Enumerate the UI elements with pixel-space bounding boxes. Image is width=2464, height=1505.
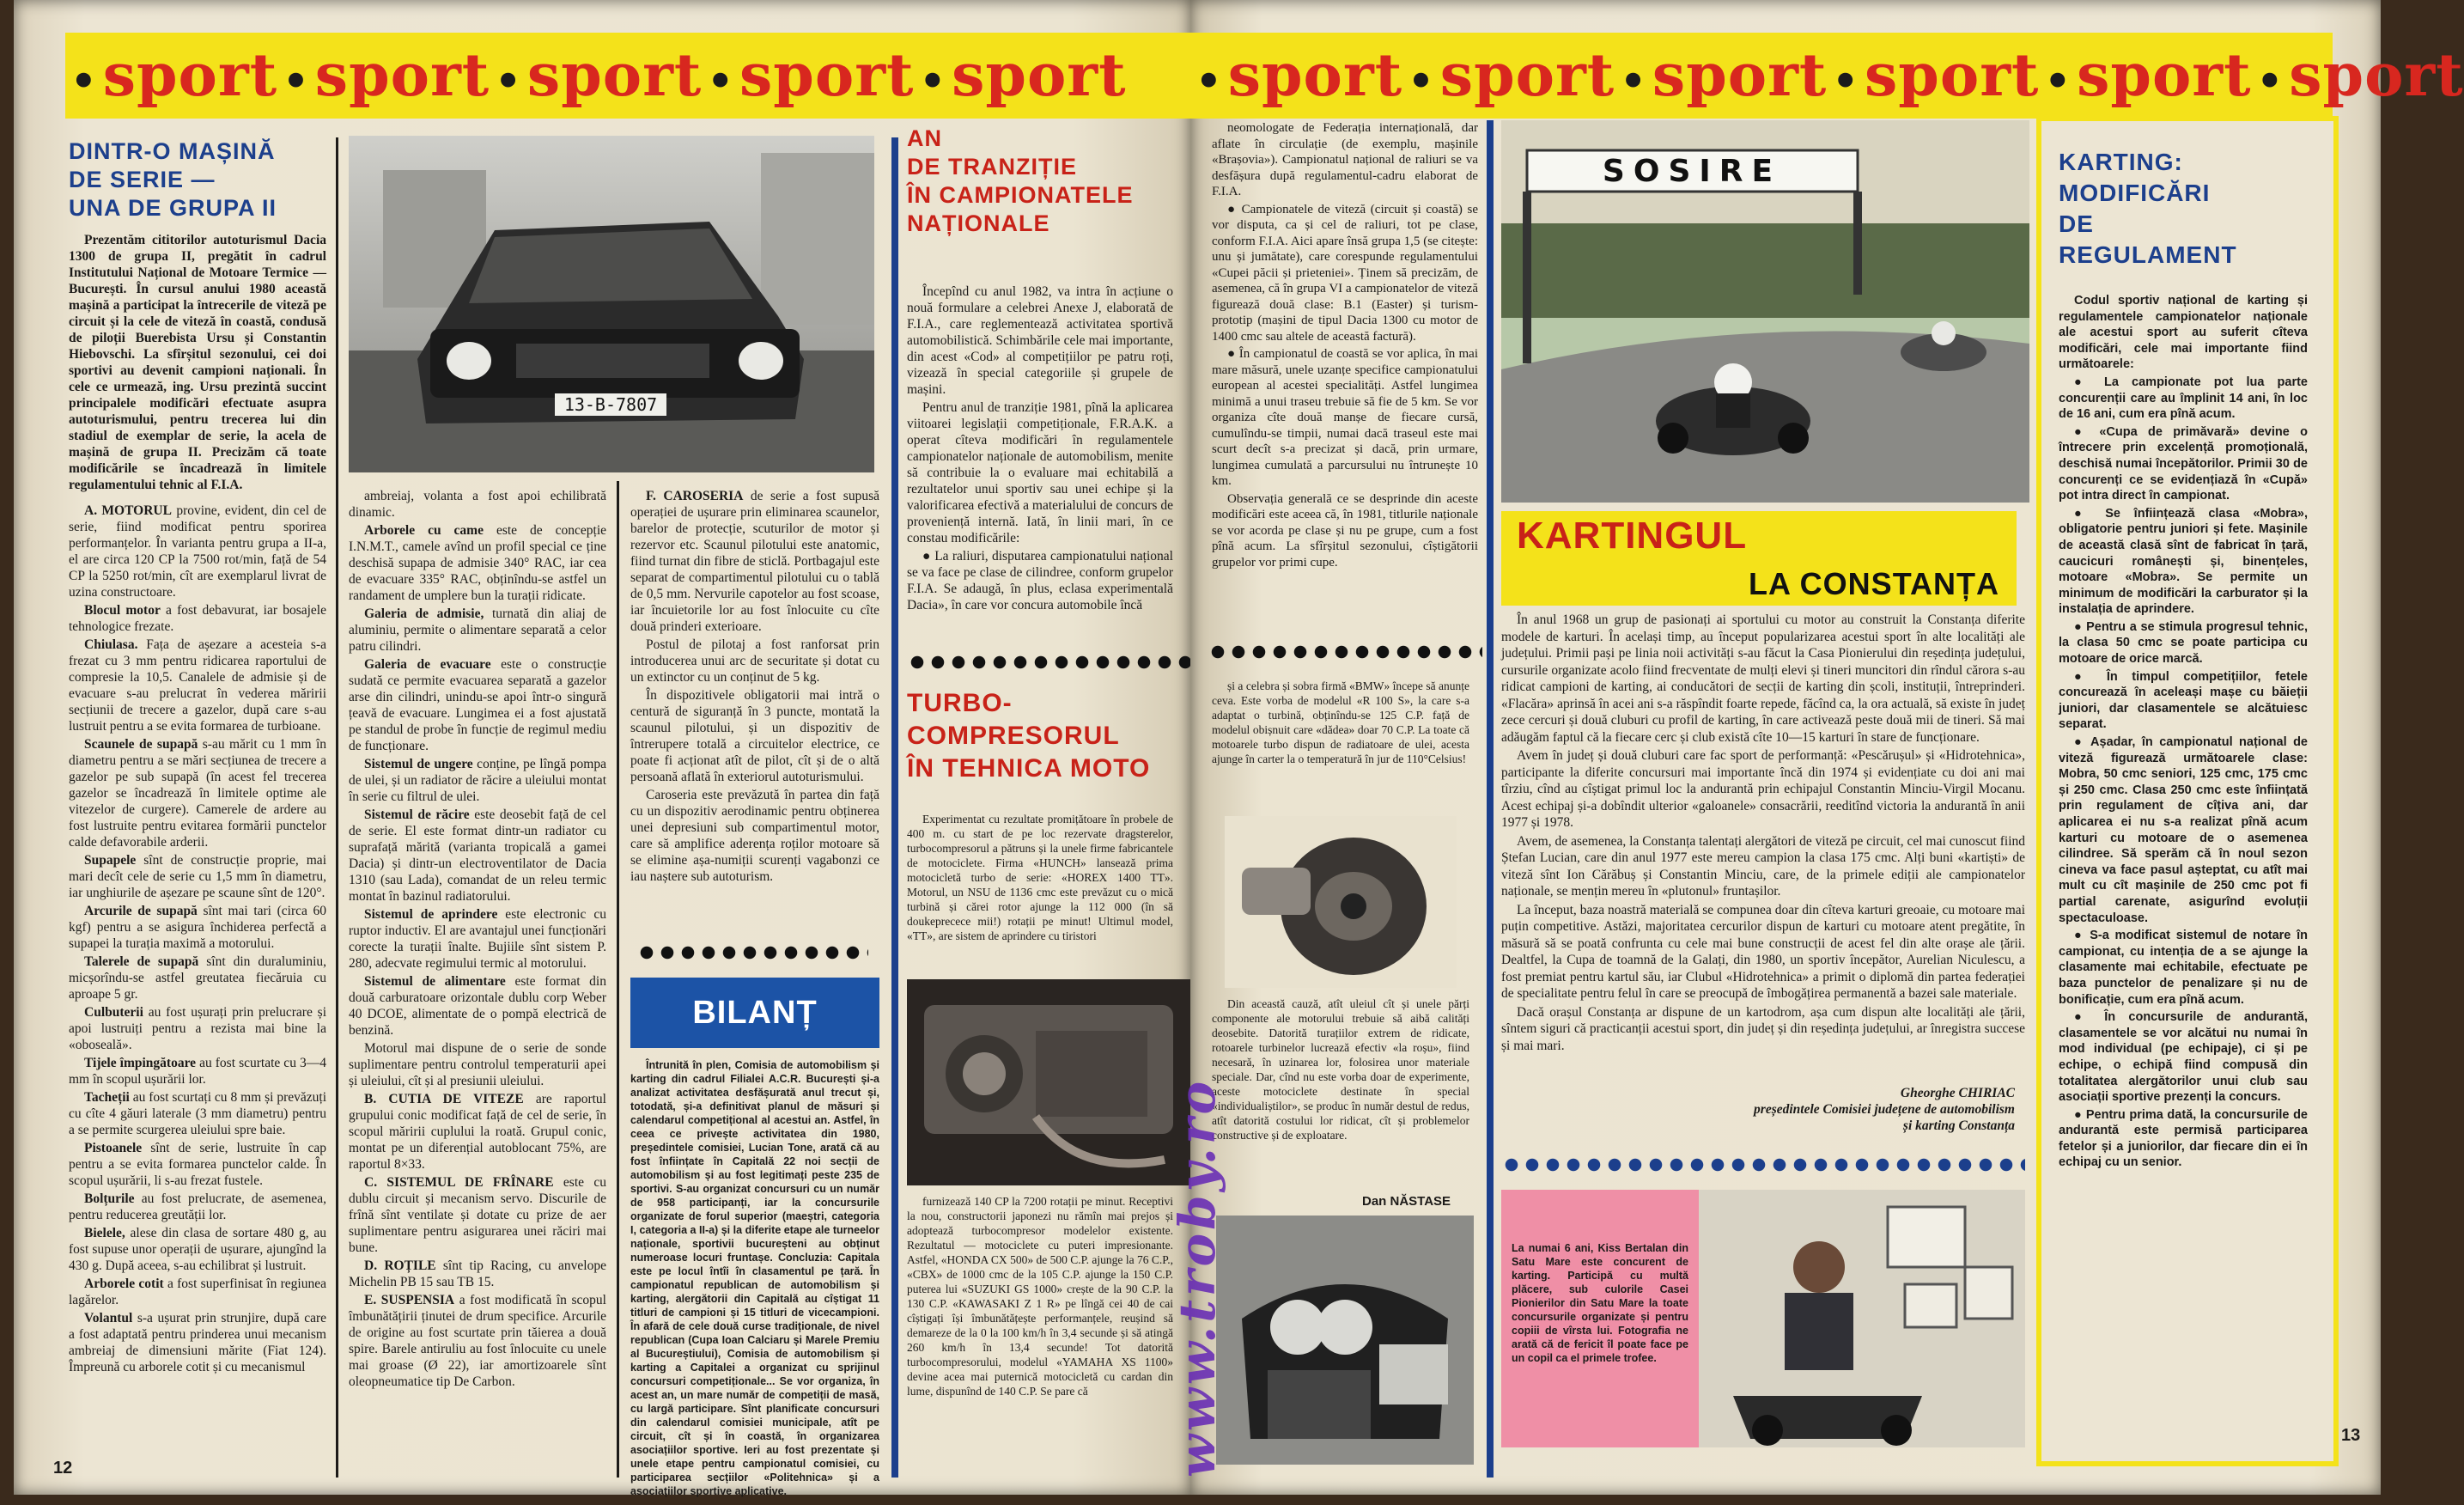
lead-in: E. SUSPENSIA: [364, 1293, 455, 1307]
kartingul-text: [1501, 612, 2025, 1093]
banner-word: sport: [102, 41, 278, 110]
banner-word: sport: [2077, 41, 2252, 110]
kartingul-title-bar-1: [1501, 511, 2017, 561]
paragraph: Motorul mai dispune de o serie de sonde suplimentare pentru controlul temperaturii apei și uleiului, cît și al presiunii uleiului.: [349, 1041, 606, 1088]
bilant-title: BILANȚ: [692, 994, 818, 1031]
banner-dot: •: [283, 58, 310, 106]
turbo-right-bottom: [1212, 996, 1469, 1190]
dot-divider: [1501, 1155, 2025, 1174]
right-page: [1190, 0, 2464, 1495]
karting-race-photo: [1501, 120, 2029, 503]
kid-trophy-photo: [1699, 1190, 2025, 1447]
paragraph: neomologate de Federația internațională, dar aflate în circulație (de exemplu, mașinile «Brașovia»). Campionatul național de raliuri se va desfășura după regulamentul-cadru elaborat de F.I.A.: [1212, 121, 1478, 198]
banner-dot: •: [2044, 58, 2072, 106]
paragraph: Supapele sînt de construcție proprie, mai mari decît cele de serie cu 1,5 mm în diametru, iar unghiurile de așezare pe scaune sînt de 120°.: [69, 853, 326, 900]
paragraph: și a celebra și sobra firmă «BMW» începe să anunțe ceva. Este vorba de modelul «R 100 S», la care s-a adaptat o turbină, obținîndu-se 125 C.P. față de modelul obișnuit care «dădea» doar 70 C.P. La toate că motoarele turbo dispun de radiatoare de ulei, acesta ajunge în carter la o temperatură în jur de 110°Celsius!: [1212, 679, 1469, 765]
banner-dot: •: [707, 58, 735, 106]
dacia-col-1: [69, 503, 326, 1465]
lead-in: Sistemul de alimentare: [364, 974, 506, 989]
paragraph: În dispozitivele obligatorii mai intră o centură de siguranță în 3 puncte, montată la scaunul pilotului, și un dispozitiv de întrerupere totală a circuitelor electrice, ce poate fi acționat atît de pilot, cît și de o altă persoană aflată în exteriorul autoturismului.: [630, 688, 879, 784]
banner-word: sport: [526, 41, 703, 110]
banner-word: sport: [739, 41, 915, 110]
paragraph: Tacheții au fost scurtați cu 8 mm și prevăzuți cu cîte 4 găuri laterale (3 mm diametru) pentru a se permite scurgerea uleiului spre baie.: [69, 1090, 326, 1137]
paragraph: ● În timpul competițiilor, fetele concurează în aceleași mașe cu băieții juniori, dar clasamentele se alcătuiesc separat.: [2059, 669, 2308, 732]
page-number-left: 12: [53, 1459, 73, 1478]
turbocharger-photo: [1225, 816, 1457, 988]
banner-dot: •: [1832, 58, 1860, 106]
lead-in: Talerele de supapă: [84, 954, 199, 969]
paragraph: Chiulasa. Fața de așezare a acesteia s-a frezat cu 3 mm pentru ridicarea raportului de compresie la 10,5. Canalele de admisie și de evacuare s-au prelucrat în vederea măririi secțiunii de trecere a gazelor, după care s-au lustruit pentru a se evita formarea de turbioane.: [69, 637, 326, 734]
paragraph: Bielele, alese din clasa de sortare 480 g, au fost supuse unor operații de ușurare, ajungînd la 430 g. După aceea, s-au echilibrat și lustruit.: [69, 1226, 326, 1273]
banner-word: sport: [1865, 41, 2040, 110]
dacia-col-2: [349, 488, 606, 1476]
lead-in: Tacheții: [84, 1090, 130, 1105]
dacia-intro: [69, 232, 326, 494]
paragraph: Tijele împingătoare au fost scurtate cu 3—4 mm în scopul ușurării lor.: [69, 1056, 326, 1087]
paragraph: Caroseria este prevăzută în partea din față cu un dispozitiv aerodinamic pentru obținerea unei depresiuni sub compartimentul motor, care să amplifice aderența roților motoare să se elimine așa-numiții scurenți vagabonzi ce iau naștere sub autoturism.: [630, 788, 879, 884]
turbo-author: Dan NĂSTASE: [1362, 1194, 1451, 1209]
paragraph: Avem în județ și două cluburi care fac sport de performanță: «Pescărușul» și «Hidrotehnica», participante la diferite concursuri mai importante încă din 1974 și evidențiate cu doi ani mai tîrziu, cînd au cîștigat primul loc la andurantă prin echipajul Constantin Minciu-Virgil Mocanu. Acest echipaj și-a dobîndit ulterior «galoanele» consacrării, reeditînd victoria la andurantă în anii 1977 și 1978.: [1501, 748, 2025, 830]
dot-divider: [1208, 643, 1482, 661]
banner-dot: •: [70, 58, 98, 106]
paragraph: Arcurile de supapă sînt mai tari (circa 60 kgf) pentru a se asigura închiderea perfectă a supapei la turația maximă a motorului.: [69, 904, 326, 951]
kid-caption-box: [1501, 1190, 1699, 1447]
title-line: MODIFICĂRI: [2059, 180, 2211, 206]
paragraph: Arborele cotit a fost superfinisat în regiunea lagărelor.: [69, 1277, 327, 1307]
paragraph: Scaunele de supapă s-au mărit cu 1 mm în diametru pentru a se mări secțiunea de trecere a gazelor pe sub supapă (în acest fel trecerea gazelor se încadrează în limitele optime ale vitezelor de curgere). Camerele de ardere au fost lustruite pentru evitarea formării punctelor calde defavorabile arderii.: [69, 737, 327, 850]
bilant-header: [630, 978, 879, 1048]
paragraph: Culbuterii au fost ușurați prin prelucrare și apoi lustruiți pentru a rezista mai bine la «oboseală».: [69, 1005, 326, 1052]
title-line: DE SERIE —: [69, 167, 216, 192]
paragraph: ● Campionatele de viteză (circuit și coastă) se vor disputa, ca și cel de raliuri, tot pe clase, conform F.I.A. Aici apare însă grupa 1,5 (se citește: unu și jumătate), care corespunde regulamentului «Cupei păcii și prieteniei». Ținem să precizăm, de asemenea, că în grupa VI a campionatelor de viteză figurează două clase: B.1 (Easter) și turism-prototip (mașini de tipul Dacia 1300 cu motor de 1400 cmc sau altele de această factură).: [1212, 202, 1478, 344]
paragraph: ● «Cupa de primăvară» devine o întrecere prin excelență promoțională, deschisă numai începătorilor. Primii 30 de concurenți ce se evidențiază în «Cupă» pot intra direct în campionat.: [2059, 424, 2308, 503]
banner-word: sport: [1227, 41, 1403, 110]
paragraph: ● În concursurile de andurantă, clasamentele se vor alcătui nu numai în mod individual (pe echipaje), ci și pe echipe, o echipă fiind compusă din totalitatea alergătorilor unui club sau asociații sportive prezenți la concurs.: [2059, 1010, 2308, 1105]
banner-dot: •: [919, 58, 947, 106]
banner-dot: •: [495, 58, 522, 106]
lead-in: F. CAROSERIA: [646, 489, 744, 503]
modificari-title: [2059, 147, 2237, 271]
paragraph: ● Pentru prima dată, la concursurile de andurantă este permisă participarea fetelor și a juniorilor, dar fiecare din ei în echipaj cu un senior.: [2059, 1107, 2308, 1170]
banner-word: sport: [1652, 41, 1828, 110]
title-line: ÎN CAMPIONATELE: [907, 182, 1134, 208]
title-line: DE: [2059, 210, 2094, 237]
paragraph: ● Așadar, în campionatul național de viteză figurează următoarele clase: Mobra, 50 cmc seniori, 125 cmc, 175 cmc și 250 cmc. Clasa 250 cmc este înființată prin regulament de cîțiva ani, dar aplicarea ei nu s-a realizat pînă acum karturi cu motoare de o asemenea cilindree. Să sperăm că în noul sezon cineva va face pasul așteptat, cu atît mai mult cu cît mașinile de 250 cmc pot fi partial carenate, asigurînd evoluții spectaculoase.: [2059, 735, 2308, 925]
lead-in: Arcurile de supapă: [84, 904, 198, 918]
sport-banner-right: [1190, 33, 2464, 119]
paragraph: Galeria de admisie, turnată din aliaj de aluminiu, permite o alimentare separată a celor patru cilindri.: [349, 606, 606, 654]
lead-in: Arborele cu came: [364, 523, 484, 538]
paragraph: Observația generală ce se desprinde din aceste modificări este aceea că, în 1981, titlurile naționale se vor acorda pe clase și nu pe grupe, cum a fost pînă acum. La sfîrșitul sezonului, cîștigătorii grupelor vor primi cupe.: [1212, 491, 1478, 570]
kartingul-title: KARTINGUL: [1517, 515, 1748, 557]
paragraph: Sistemul de răcire este deosebit față de cel de serie. El este format dintr-un radiator cu suprafață mărită (varianta tropicală a gamei Dacia) și dintr-un electroventilator de Dacia 1310 (sau Lada), comandat de un releu termic montat în bazinul radiatorului.: [349, 807, 606, 904]
author-role: și karting Constanța: [1902, 1118, 2015, 1133]
paragraph: Începînd cu anul 1982, va intra în acțiune o nouă formulare a celebrei Anexe J, elaborată de F.I.A., care reglementează activitatea sportivă automobilistică. Schimbările cele mai importante, din acest «Cod» al competițiilor pe patru roți, vizează în special categoriile și grupele de mașini.: [907, 284, 1173, 397]
paragraph: Sistemul de alimentare este format din două carburatoare orizontale dublu corp Weber 40 DCOE, alimentate de o pompă electrică de benzină.: [349, 974, 606, 1038]
kartingul-subtitle: LA CONSTANȚA: [1749, 566, 1999, 601]
paragraph: B. CUTIA DE VITEZE are raportul grupului conic modificat față de cel de serie, în scopul măririi cuplului la roată. Grupul conic, montat pe un diferențial autoblocant 75%, are raportul 8×33.: [349, 1092, 606, 1172]
dacia-article-title: [69, 137, 318, 222]
paragraph: Avem, de asemenea, la Constanța talentați alergători de viteză pe circuit, cel mai cunoscut fiind Ștefan Lucian, care din anul 1977 este mereu campion la clasa 175 cmc. Alți buni «kartiști» de viteză sînt Ion Cărăbuș și Constantin Minciu, care, de la primele ediții ale campionatelor naționale, se mențin mereu în «plutonul» fruntașilor.: [1501, 833, 2025, 899]
paragraph: ● Pentru a se stimula progresul tehnic, la clasa 50 cmc se poate participa cu motoare de orice marcă.: [2059, 619, 2308, 667]
turbo-right-top: [1212, 679, 1469, 816]
paragraph: La început, baza noastră materială se compunea doar din cîteva karturi greoaie, cu motoare mai puțin competitive. Astăzi, majoritatea cercurilor dispun de karturi cu motoare atent pregătite, în măsură să se poată confrunta cu cele mai bune construcții de acest fel din alte orașe ale țării. Dealtfel, la Cupa de toamnă de la Galați, din 1980, un sportiv începător, Aurelian Niculescu, a fost premiat pentru kartul său, iar Clubul «Hidrotehnica» a primit o diplomă din partea federației de specialitate pentru felul în care se preocupă de îmbogățirea permanentă a bazei sale materiale.: [1501, 902, 2025, 1001]
turbo-text: [907, 812, 1173, 975]
banner-word: sport: [1439, 41, 1615, 110]
paragraph: Bolțurile au fost prelucrate, de asemenea, pentru reducerea greutății lor.: [69, 1191, 326, 1222]
title-line: DINTR-O MAȘINĂ: [69, 138, 276, 164]
bilant-text: [630, 1058, 879, 1497]
modificari-text: [2059, 293, 2308, 1444]
banner-word: sport: [2289, 41, 2464, 110]
dot-divider: [907, 653, 1190, 672]
turbo-title: [907, 687, 1190, 785]
sosire-sign-text: SOSIRE: [1602, 154, 1782, 189]
paragraph: Sistemul de ungere conține, pe lîngă pompa de ulei, și un radiator de răcire a uleiului montat în serie cu filtrul de ulei.: [349, 757, 606, 804]
title-line: UNA DE GRUPA II: [69, 195, 277, 221]
sport-banner-left: [65, 33, 1190, 119]
lead-in: Bolțurile: [84, 1191, 135, 1206]
paragraph: Volantul s-a ușurat prin strunjire, după care a fost adaptată pentru prinderea unui mecanism ambreiaj de dimensiuni mărite (Fiat 124). Împreună cu arborele cotit și cu mecanismul: [69, 1311, 326, 1374]
paragraph: Din această cauză, atît uleiul cît și unele părți componente ale motorului trebuie să aibă calități deosebite. Datorită turațiilor extrem de ridicate, rotoarele turbinelor lucrează efectiv «la roșu», fiind necesară, în uzinarea lor, folosirea unor materiale speciale. Dar, cînd nu este vorba doar de experimente, aceste motociclete destinate în special «individualiștilor», se produc în număr destul de redus, atît datorită costului lor ridicat, cît și problemelor constructive și de exploatare.: [1212, 997, 1469, 1142]
title-line: NAȚIONALE: [907, 210, 1050, 236]
paragraph: ● La campionate pot lua parte concurenții care au împlinit 14 ani, în loc de 16 ani, cum era pînă acum.: [2059, 375, 2308, 422]
lead-in: Galeria de admisie,: [364, 606, 484, 621]
paragraph: ● La raliuri, disputarea campionatului național se va face pe clase de cilindree, conform grupelor F.I.A. Se adaugă, în plus, eclasa experimentală Dacia», în care vor concura automobile încă: [907, 549, 1173, 612]
lead-in: Arborele cotit: [84, 1277, 164, 1291]
motorcycle-photo: [1216, 1216, 1474, 1465]
title-line: DE TRANZIȚIE: [907, 154, 1077, 180]
lead-in: D. ROȚILE: [364, 1258, 436, 1273]
left-page: [14, 0, 1190, 1495]
paragraph: Pentru anul de tranziție 1981, pînă la aplicarea viitoarei legislații competiționale, F.R.A.K. a operat cîteva modificări în regulamentele campionatelor naționale de automobilism, menite să contribuie la o evaluare mai echitabilă a rezultatelor unui sportiv sau unei echipe și la valorificarea efectivă a materialului de concurs de proveniență internă. Iată, în linii mari, în ce constau modificările:: [907, 400, 1173, 545]
paragraph: E. SUSPENSIA a fost modificată în scopul îmbunătățirii ținutei de drum specifice. Arcurile de origine au fost scurtate prin tăierea a două spire. Barele antiruliu au fost înlocuite cu unele mai groase (Ø 22), iar amortizoarele sînt oleopneumatice tip De Carbon.: [349, 1293, 606, 1389]
paragraph: A. MOTORUL provine, evident, din cel de serie, fiind modificat pentru sporirea performanțelor. În varianta pentru grupa a II-a, el are circa 120 CP la 7500 rot/min, față de 54 CP la 5250 rot/min, cît are exemplarul livrat de uzina constructoare.: [69, 503, 326, 600]
paragraph: Talerele de supapă sînt din duraluminiu, micșorîndu-se astfel greutatea fiecăruia cu aproape 5 gr.: [69, 954, 326, 1002]
bilant-paragraph: Întrunită în plen, Comisia de automobilism și karting din cadrul Filialei A.C.R. București și-a analizat activitatea desfășurată anul trecut și, totodată, și-a definitivat planul de măsuri și calendarul competițional al acestui an. Astfel, în ceea ce privește activitatea din 1980, președintele comisiei, Lucian Tone, arată că au fost înființate în Capitală 22 noi secții de automobilism și au fost legitimați peste 235 de sportivi. S-au organizat concursuri cu un număr de 958 participanți, iar la concursurile organizate de forul superior (maeștri, categoria I, categoria a II-a) și la diferite etape ale turneelor naționale, sportivii bucureșteni au obținut numeroase locuri fruntașe. Concluzia: Capitala este pe locul întîi în clasamentul pe țară. În campionatul republican de automobilism și karting, alergătorii din Capitală au cîștigat 11 titluri de campioni și 15 titluri de vicecampioni. În afară de cele două curse tradiționale, de nivel republican (Cupa Ioan Calciaru și Marele Premiu al Bucureștiului), Comisia de automobilism și karting a Capitalei a organizat cu sprijinul concursuri competiționale... Se vor organiza, în acest an, un mare număr de competiții de masă, cu largă participare. Sînt planificate concursuri din calendarul comisiei municipale, atît pe circuit, cît și în coastă, în organizarea asociațiilor sportive. Ieri au fost prezentate și unele etape pentru campionatul comisiei, cu participarea secțiilor «Politehnica» și a asociațiilor sportive aplicative.: [630, 1059, 879, 1497]
paragraph: Arborele cu came este de concepție I.N.M.T., camele avînd un profil special ce ține deschisă supapa de admisie 340° RAC, iar cea de evacuare 335° RAC, obținîndu-se astfel un randament de umplere bun la turații ridicate.: [349, 523, 607, 603]
modificari-box: [2036, 116, 2339, 1466]
magazine-spread: [7, 0, 2464, 1502]
lead-in: Pistoanele: [84, 1141, 143, 1155]
dot-divider: [636, 943, 868, 962]
title-line: REGULAMENT: [2059, 241, 2237, 268]
author-role: președintele Comisiei județene de automobilism: [1754, 1102, 2015, 1117]
banner-dot: •: [1620, 58, 1647, 106]
paragraph: În anul 1968 un grup de pasionați ai sportului cu motor au construit la Constanța diferite modele de karturi. În același timp, au început popularizarea acestui sport în alte localități ale județului. Primii pași pe linia noii activități s-au făcut la Casa Pionierului din reședința județului, cursurile organizate acolo fiind frecventate de mulți elevi și tineri muncitori din rîndul cărora s-au ridicat campioni de karting, ai conducători de secții de karting din școli, instituții, întreprinderi. «Flacăra» aprinsă în acei ani s-a răspîndit foarte repede, făcînd ca, la ora actuală, să existe în județ zece cercuri și două cluburi cu profil de karting, în care activează peste două mii de tineri. Să mai adăugăm faptul că la fiecare cerc și club există cîte 10—15 karturi în stare de funcționare.: [1501, 612, 2025, 745]
banner-word: sport: [314, 41, 490, 110]
paragraph: Blocul motor a fost debavurat, iar bosajele tehnologice frezate.: [69, 603, 326, 634]
title-line: ÎN TEHNICA MOTO: [907, 754, 1151, 783]
paragraph: Codul sportiv național de karting și regulamentele campionatelor naționale ale acestui sport au suferit cîteva modificări, cele mai importante fiind următoarele:: [2059, 294, 2308, 372]
banner-dot: •: [1408, 58, 1435, 106]
turbo-engine-photo: [907, 979, 1190, 1185]
title-line: AN: [907, 125, 942, 151]
paragraph: ● Se înființează clasa «Mobra», obligatorie pentru juniori și fete. Mașinile de această clasă sînt de fabricat în țară, caucicuri românești și, binențeles, motoare «Mobra». Se permite un minimum de modificări la carburator și la instalația de aprindere.: [2059, 506, 2308, 617]
lead-in: Culbuterii: [84, 1005, 143, 1020]
author-name: Gheorghe CHIRIAC: [1900, 1086, 2015, 1100]
lead-in: Bielele,: [84, 1226, 125, 1240]
paragraph: F. CAROSERIA de serie a fost supusă operației de ușurare prin eliminarea scaunelor, barelor de protecție, scuturilor de motor și rezervor etc. Scaunul pilotului este anatomic, fiind turnat din fibre de sticlă. Portbagajul este separat de compartimentul pilotului cu o tablă de 0,5 mm. Nervurile capotelor au fost scoase, iar încuietorile lor au fost înlocuite cu cîte două prinderi exterioare.: [630, 489, 880, 634]
svg-text:13-B-7807: 13-B-7807: [563, 394, 658, 415]
paragraph: C. SISTEMUL DE FRÎNARE este cu dublu circuit și mecanism servo. Discurile de frînă sînt ventilate și dotate cu prize de aer suplimentare pentru asigurarea unei răciri mai bune.: [349, 1175, 606, 1255]
paragraph: Pistoanele sînt de serie, lustruite în cap pentru a se evita formarea punctelor calde. În scopul ușurării, li s-au frezat fustele.: [69, 1141, 326, 1188]
turbo-text-2: [907, 1194, 1173, 1469]
kartingul-signature: [1671, 1085, 2015, 1134]
paragraph: furnizează 140 CP la 7200 rotații pe minut. Receptivi la nou, constructorii japonezi nu rămîn mai prejos și adoptează turbocompresor modelelor existente. Rezultatul — motociclete cu puteri impresionante. Astfel, «HONDA CX 500» de 500 C.P. ajunge la 76 C.P., «CBX» de 1000 cmc de la 105 C.P. ajunge la 150 C.P. puterea lui «SUZUKI GS 1000» crește de la 90 C.P. la 130 C.P. «KAWASAKI Z 1 R» pe lîngă cei 40 de cai cîștigați își îmbunătățește performanțele, reușind să demareze de la 0 la 100 km/h în 3,4 secunde și să atingă 260 km/h în 13,4 secunde! Tot datorită turbocompresorului, modelul «YAMAHA XS 1100» devine acea mai puternică motocicletă cu cardan din lume, dispunînd de 140 C.P. Se pare că: [907, 1195, 1173, 1398]
page-number-right: 13: [2341, 1426, 2361, 1445]
banner-word: sport: [952, 41, 1127, 110]
paragraph: Galeria de evacuare este o construcție sudată ce permite evacuarea separată a gazelor arse din cilindri, unindu-se apoi într-o singură țeavă de evacuare. Lungimea ei a fost ajustată pe standul de probe în funcție de regimul mediu de funcționare.: [349, 657, 606, 753]
dacia-car-photo: [349, 136, 874, 472]
tranzitie-title: [907, 125, 1182, 238]
lead-in: C. SISTEMUL DE FRÎNARE: [364, 1175, 554, 1190]
column-rule: [336, 137, 338, 1478]
lead-in: Tijele împingătoare: [84, 1056, 197, 1070]
campionat-continued: [1212, 120, 1478, 627]
kid-caption: La numai 6 ani, Kiss Bertalan din Satu Mare este concurent de karting. Participă cu multă plăcere, sub culorile Casei Pionierilor din Satu Mare la toate concursurile organizate și pentru copiii de vîrsta lui. Fotografia ne arată că de fericit îl poate face pe un copil ca el primele trofee.: [1512, 1242, 1688, 1364]
lead-in: Volantul: [84, 1311, 133, 1325]
title-line: KARTING:: [2059, 149, 2183, 175]
title-line: TURBO-: [907, 689, 1013, 717]
paragraph: Dacă orașul Constanța ar dispune de un kartodrom, așa cum dispun alte localități ale țării, sîntem siguri că practicanții acestui sport, din județ și din reședința județului, ar înregistra succese și mai mari.: [1501, 1004, 2025, 1053]
lead-in: Chiulasa.: [84, 637, 138, 652]
paragraph: ambreiaj, volanta a fost apoi echilibrată dinamic.: [349, 489, 606, 520]
dacia-col-3: [630, 488, 879, 935]
paragraph: D. ROȚILE sînt tip Racing, cu anvelope Michelin PB 15 sau TB 15.: [349, 1258, 606, 1289]
title-line: COMPRESORUL: [907, 722, 1120, 750]
lead-in: Blocul motor: [84, 603, 161, 618]
paragraph: ● În campionatul de coastă se vor aplica, în mai mare măsură, unele uzanțe specifice campionatului european al acestei specialități. Astfel lungimea minimă a unui traseu trebuie să fie de 5 km. Se vor organiza cîte două manșe de fiecare cursă, cumulîndu-se timpii, numai dacă traseul este mai scurt decît s-a precizat și dacă, prin urmare, lungimea cumulată a parcursului nu întrunește 10 km.: [1212, 347, 1478, 488]
paragraph: Sistemul de aprindere este electronic cu ruptor inductiv. El are avantajul unei funcționări corecte la turații înalte. Bujiile sînt sistem P. 280, adecvate regimului termic al motorului.: [349, 907, 607, 971]
tranzitie-text: [907, 283, 1173, 627]
lead-in: Sistemul de răcire: [364, 807, 470, 822]
paragraph: Postul de pilotaj a fost ranforsat prin introducerea unui arc de securitate și dotat cu un extinctor cu un conținut de 5 kg.: [630, 637, 879, 685]
lead-in: Sistemul de aprindere: [364, 907, 498, 922]
paragraph: ● S-a modificat sistemul de notare în campionat, cu intenția de a se ajunge la clasamente mai echitabile, efectuate pe baza punctelor de penalizare și nu de bonificație, cum era pînă acum.: [2059, 929, 2308, 1007]
lead-in: Supapele: [84, 853, 137, 868]
lead-in: Galeria de evacuare: [364, 657, 491, 672]
lead-in: A. MOTORUL: [84, 503, 172, 518]
watermark-text: www.troby.ro: [1168, 1077, 1226, 1478]
kartingul-title-bar-2: [1501, 561, 2017, 606]
lead-in: Scaunele de supapă: [84, 737, 198, 752]
banner-dot: •: [2256, 58, 2285, 106]
banner-dot: •: [1195, 58, 1223, 106]
blue-column-rule: [891, 137, 898, 1478]
blue-column-rule: [1487, 120, 1494, 1478]
intro-text: Prezentăm cititorilor autoturismul Dacia 1300 de grupa II, pregătit în cadrul Institutului Național de Motoare Termice — București. În cursul anului 1980 această mașină a participat la întrecerile de viteză pe circuit și la cele de viteză în coastă, condusă de piloții Buerebista Ursu și Constantin Hiebovschi. La sfîrșitul sezonului, cei doi sportivi au devenit campioni naționali. În cele ce urmează, ing. Ursu prezintă succint principalele modificări efectuate asupra autoturismului, pentru trecerea lui din stadiul de exemplar de serie, la acela de mașină de grupa II. Precizăm că toate modificările se încadrează în limitele regulamentului tehnic al F.I.A.: [69, 233, 326, 492]
paragraph: Experimentat cu rezultate promițătoare în probele de 400 m. cu start de pe loc rezervate dragsterelor, turbocompresorul a pătruns și la unele firme fabricantele de motociclete. Firma «HUNCH» lansează prima motocicletă turbo de serie: «HOREX 1400 TT». Motorul, un NSU de 1136 cmc este prevăzut cu o mică turbină și cărei rotor ajunge la 112 000 (în să doukeprecece mii!) rotații pe minut! Ultimul model, «TT», are sistem de aprindere cu tiristori: [907, 813, 1173, 942]
lead-in: B. CUTIA DE VITEZE: [364, 1092, 524, 1106]
lead-in: Sistemul de ungere: [364, 757, 473, 771]
column-rule: [617, 481, 619, 1478]
